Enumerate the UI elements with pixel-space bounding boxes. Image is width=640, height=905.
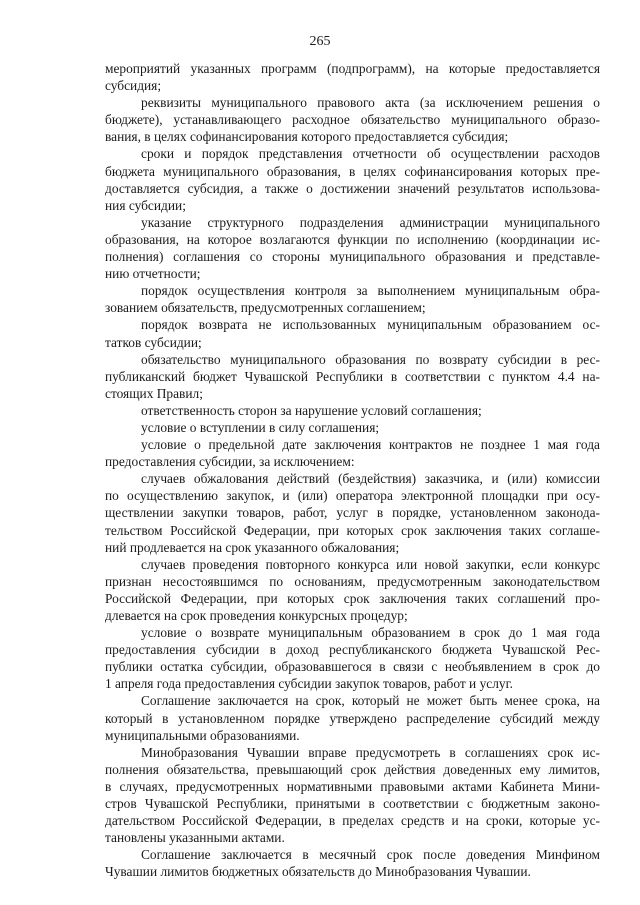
text-line: муниципальными образованиями. <box>105 727 300 743</box>
text-line: образования, на которое возлагаются функции по исполнению (координации ис- <box>105 231 600 247</box>
text-line: Чувашии лимитов бюджетных обязательств до Минобразования Чувашии. <box>105 864 531 880</box>
text-line: который в установленном порядке утверждено распределение субсидий между <box>105 710 600 726</box>
text-line: ний продлевается на срок указанного обжалования; <box>105 539 400 555</box>
text-line: обязательство муниципального образования по возврату субсидии в рес- <box>141 351 600 367</box>
text-line: Российской Федерации, при которых срок заключения таких соглашений про- <box>105 590 600 606</box>
text-line: признан несостоявшимся по основаниям, предусмотренным законодательством <box>105 573 600 589</box>
text-line: дательством Российской Федерации, в пределах средств и на сроки, которые ус- <box>105 813 600 829</box>
text-line: бюджета муниципального образования, в целях софинансирования которых пре- <box>105 163 600 179</box>
page-number: 265 <box>309 34 331 49</box>
text-line: ществлении закупки товаров, работ, услуг в порядке, установленном законода- <box>105 505 600 521</box>
text-line: Соглашение заключается на срок, который не может быть менее срока, на <box>141 693 600 709</box>
text-line: указание структурного подразделения администрации муниципального <box>141 214 600 230</box>
body-text <box>105 60 600 881</box>
text-line: Соглашение заключается в месячный срок после доведения Минфином <box>141 847 600 863</box>
text-line: нию отчетности; <box>105 266 201 282</box>
text-line: ния субсидии; <box>105 197 186 213</box>
text-line: полнения) соглашения со стороны муниципального образования и представле- <box>105 249 600 265</box>
text-line: условие о вступлении в силу соглашения; <box>141 419 380 435</box>
text-line: стоящих Правил; <box>105 385 203 401</box>
text-line: 1 апреля года предоставления субсидии закупок товаров, работ и услуг. <box>105 676 513 692</box>
text-line: предоставления субсидии в доход республиканского бюджета Чувашской Рес- <box>105 642 600 658</box>
text-line: реквизиты муниципального правового акта (за исключением решения о <box>141 95 600 111</box>
text-line: предоставления субсидии, за исключением: <box>105 454 355 470</box>
text-line: в случаях, предусмотренных нормативными правовыми актами Кабинета Мини- <box>105 778 600 794</box>
text-line: порядок осуществления контроля за выполнением муниципальным обра- <box>141 283 600 299</box>
text-line: зованием обязательств, предусмотренных соглашением; <box>105 300 426 316</box>
text-line: по осуществлению закупок, и (или) оператора электронной площадки при осу- <box>105 488 600 504</box>
text-line: условие о предельной дате заключения контрактов не позднее 1 мая года <box>141 437 600 453</box>
text-line: случаев обжалования действий (бездействия) заказчика, и (или) комиссии <box>141 471 600 487</box>
text-line: Минобразования Чувашии вправе предусмотреть в соглашениях срок ис- <box>141 744 600 760</box>
text-line: вания, в целях софинансирования которого предоставляется субсидия; <box>105 129 509 145</box>
text-line: субсидия; <box>105 78 162 94</box>
text-line: полнения обязательства, превышающий срок действия доведенных ему лимитов, <box>105 761 600 777</box>
text-line: публики остатка субсидии, образовавшегося в связи с необъявлением в срок до <box>105 659 600 675</box>
text-line: татков субсидии; <box>105 334 202 350</box>
text-line: тановлены указанными актами. <box>105 830 285 846</box>
text-line: ответственность сторон за нарушение условий соглашения; <box>141 402 482 418</box>
text-line: сроки и порядок представления отчетности об осуществлении расходов <box>141 146 600 162</box>
text-line: мероприятий указанных программ (подпрограмм), на которые предоставляется <box>105 61 600 76</box>
text-line: условие о возврате муниципальным образованием в срок до 1 мая года <box>141 625 600 641</box>
text-line: порядок возврата не использованных муниципальным образованием ос- <box>141 317 600 333</box>
text-line: длевается на срок проведения конкурсных процедур; <box>105 608 408 623</box>
text-line: стров Чувашской Республики, принятыми в соответствии с бюджетным законо- <box>105 796 600 812</box>
text-line: тельством Российской Федерации, при которых срок заключения таких соглаше- <box>105 522 600 538</box>
text-line: доставляется субсидия, а также о достижении значений результатов использова- <box>105 180 600 196</box>
text-line: бюджете), устанавливающего расходное обязательство муниципального образо- <box>105 112 600 128</box>
text-line: случаев проведения повторного конкурса или новой закупки, если конкурс <box>141 556 600 572</box>
text-line: публиканский бюджет Чувашской Республики в соответствии с пунктом 4.4 на- <box>105 368 600 384</box>
